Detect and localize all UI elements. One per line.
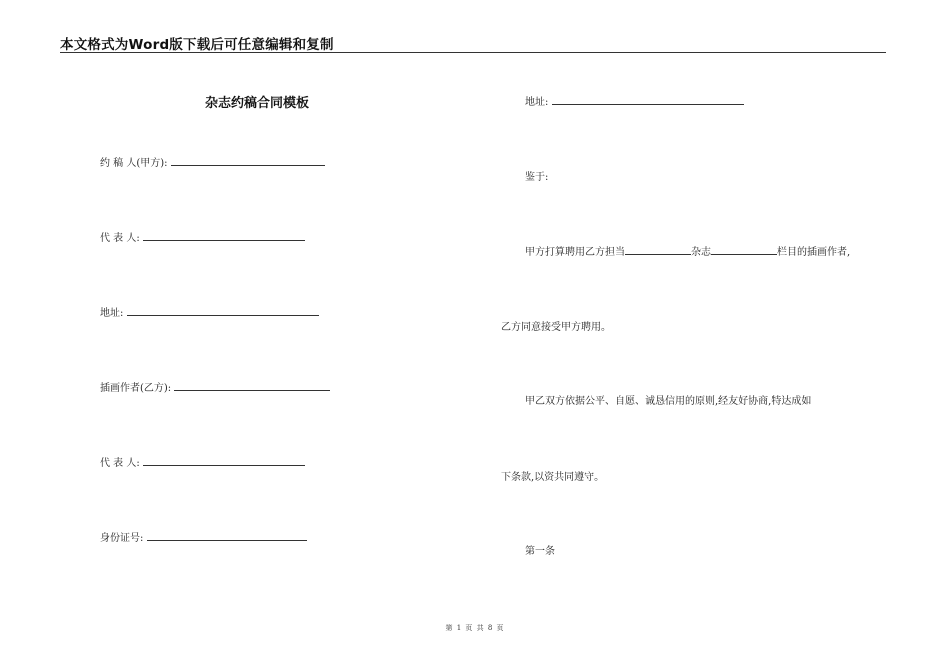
rep2-blank [143, 456, 305, 466]
id-line [100, 529, 307, 544]
address1-line [100, 304, 319, 319]
illustrator-label: 插画作者(乙方): [100, 383, 172, 394]
p1-text-a: 甲方打算聘用乙方担当 [525, 247, 625, 258]
illustrator-blank [174, 381, 330, 391]
commissioner-line [100, 154, 325, 169]
rep1-line [100, 229, 305, 244]
article-1-heading: 第一条 [525, 546, 555, 557]
rep2-label: 代 表 人: [100, 458, 140, 469]
whereas-line: 鉴于: [525, 172, 549, 183]
address2-blank [552, 95, 744, 105]
commissioner-blank [171, 156, 325, 166]
paragraph-3: 甲乙双方依据公平、自愿、诚恳信用的原则,经友好协商,特达成如 [525, 396, 812, 407]
paragraph-1 [525, 243, 850, 258]
address1-label: 地址: [100, 308, 124, 319]
paragraph-2: 乙方同意接受甲方聘用。 [501, 322, 611, 333]
id-blank [147, 531, 307, 541]
rep1-label: 代 表 人: [100, 233, 140, 244]
banner-divider [60, 52, 886, 53]
download-banner: 本文格式为Word版下载后可任意编辑和复制 [60, 37, 334, 53]
address1-blank [127, 306, 319, 316]
rep2-line [100, 454, 305, 469]
paragraph-4: 下条款,以资共同遵守。 [501, 472, 605, 483]
commissioner-label: 约 稿 人(甲方): [100, 158, 168, 169]
p1-text-c: 栏目的插画作者, [777, 247, 851, 258]
page-indicator: 第 1 页 共 8 页 [445, 624, 505, 632]
p1-blank-1 [625, 245, 691, 255]
illustrator-line [100, 379, 330, 394]
address2-label: 地址: [525, 97, 549, 108]
rep1-blank [143, 231, 305, 241]
document-title: 杂志约稿合同模板 [205, 96, 310, 111]
p1-text-b: 杂志 [691, 247, 711, 258]
address2-line [525, 93, 744, 108]
id-label: 身份证号: [100, 533, 144, 544]
p1-blank-2 [711, 245, 777, 255]
